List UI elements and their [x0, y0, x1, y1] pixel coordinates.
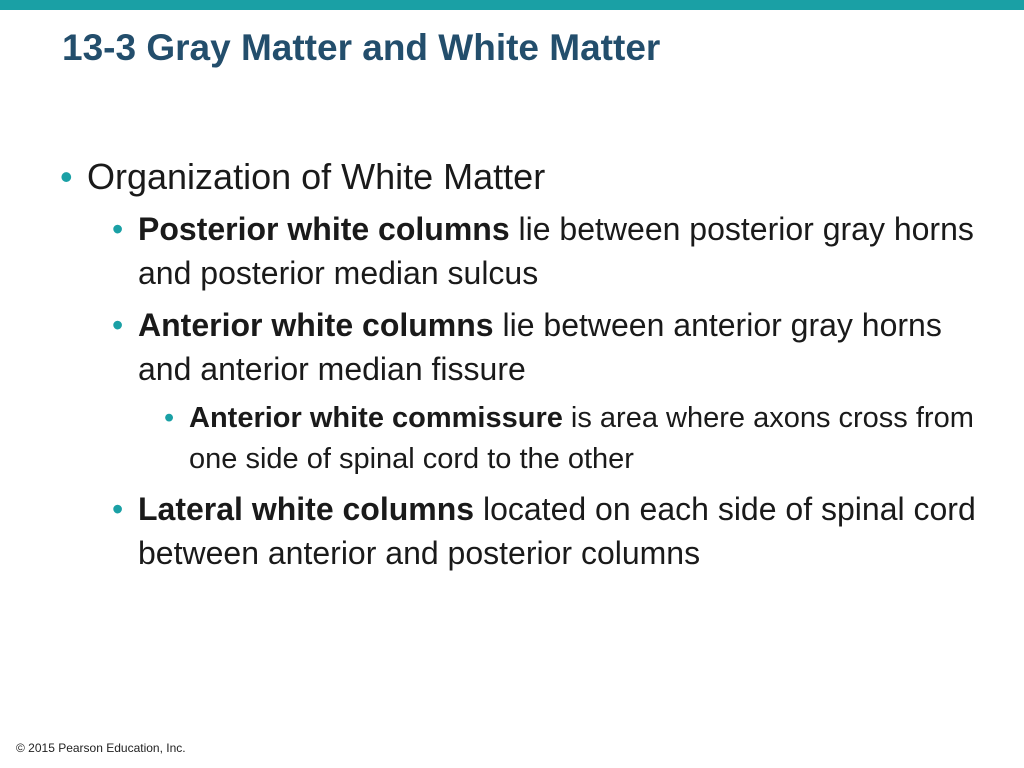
bold-term: Anterior white commissure — [189, 402, 563, 434]
bullet-dot-icon: • — [112, 491, 124, 527]
bullet-text: Organization of White Matter — [87, 156, 546, 197]
bold-term: Lateral white columns — [138, 491, 475, 527]
bullet-organization-of-white-matter — [60, 155, 545, 199]
bullet-posterior-white-columns — [112, 207, 982, 295]
bullet-description: located on each side of spinal cord between anterior and posterior columns — [138, 491, 976, 571]
top-accent-bar — [0, 0, 1024, 10]
bullet-text — [138, 207, 982, 295]
bullet-anterior-white-commissure — [164, 398, 984, 480]
bullet-dot-icon: • — [60, 156, 73, 197]
bullet-dot-icon: • — [164, 402, 175, 434]
bullet-dot-icon: • — [112, 211, 124, 247]
slide-title: 13-3 Gray Matter and White Matter — [62, 27, 661, 68]
bold-term: Anterior white columns — [138, 307, 494, 343]
bullet-text — [138, 487, 982, 575]
bullet-text — [138, 303, 982, 391]
bullet-description: lie between anterior gray horns and anterior median fissure — [138, 307, 942, 387]
bullet-lateral-white-columns — [112, 487, 982, 575]
copyright-footer: © 2015 Pearson Education, Inc. — [16, 741, 186, 755]
bullet-anterior-white-columns — [112, 303, 982, 391]
bullet-description: is area where axons cross from one side of spinal cord to the other — [189, 402, 974, 475]
bullet-dot-icon: • — [112, 307, 124, 343]
bullet-text — [189, 398, 984, 480]
bullet-description: lie between posterior gray horns and posterior median sulcus — [138, 211, 974, 291]
bold-term: Posterior white columns — [138, 211, 510, 247]
